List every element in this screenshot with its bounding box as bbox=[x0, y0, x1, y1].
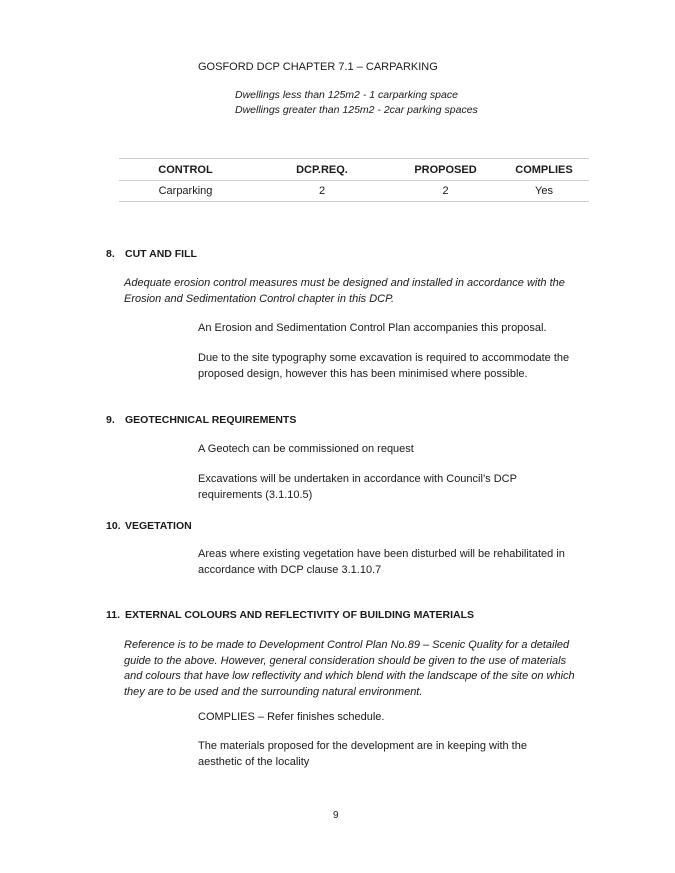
col-header-complies: COMPLIES bbox=[499, 159, 589, 181]
parking-note-small: Dwellings less than 125m2 - 1 carparking space bbox=[235, 89, 458, 101]
section-paragraph: COMPLIES – Refer finishes schedule. bbox=[198, 711, 385, 723]
section-heading-vegetation bbox=[106, 520, 192, 532]
section-heading-external-colours bbox=[106, 609, 474, 621]
col-header-proposed: PROPOSED bbox=[392, 159, 499, 181]
section-paragraph: Due to the site typography some excavation is required to accommodate the proposed design, however this has been minimised where possible. bbox=[198, 352, 570, 380]
page-title: GOSFORD DCP CHAPTER 7.1 – CARPARKING bbox=[198, 61, 438, 73]
cell-proposed: 2 bbox=[392, 181, 499, 202]
table-row bbox=[119, 181, 589, 202]
section-title: EXTERNAL COLOURS AND REFLECTIVITY OF BUILDING MATERIALS bbox=[125, 609, 475, 621]
section-requirement: Adequate erosion control measures must be designed and installed in accordance with the Erosion and Sedimentation Control chapter in this DCP. bbox=[124, 277, 565, 305]
section-number: 9. bbox=[106, 414, 115, 426]
control-table bbox=[119, 158, 589, 202]
section-paragraph: Areas where existing vegetation have been disturbed will be rehabilitated in accordance with DCP clause 3.1.10.7 bbox=[198, 548, 565, 576]
parking-note-large: Dwellings greater than 125m2 - 2car parking spaces bbox=[235, 104, 478, 116]
section-number: 11. bbox=[106, 609, 121, 621]
table-header-row bbox=[119, 159, 589, 181]
section-paragraph: An Erosion and Sedimentation Control Plan accompanies this proposal. bbox=[198, 322, 547, 334]
col-header-control: CONTROL bbox=[119, 159, 252, 181]
section-title: VEGETATION bbox=[125, 520, 192, 532]
section-title: GEOTECHNICAL REQUIREMENTS bbox=[125, 414, 297, 426]
section-paragraph: Excavations will be undertaken in accordance with Council’s DCP requirements (3.1.10.5) bbox=[198, 473, 517, 501]
cell-complies: Yes bbox=[499, 181, 589, 202]
section-paragraph: The materials proposed for the development are in keeping with the aesthetic of the locality bbox=[198, 740, 527, 768]
section-paragraph: A Geotech can be commissioned on request bbox=[198, 443, 414, 455]
section-title: CUT AND FILL bbox=[125, 248, 197, 260]
section-heading-geotechnical bbox=[106, 414, 296, 426]
col-header-dcp-req: DCP.REQ. bbox=[252, 159, 392, 181]
section-heading-cut-and-fill bbox=[106, 248, 197, 260]
cell-dcp-req: 2 bbox=[252, 181, 392, 202]
section-number: 10. bbox=[106, 520, 121, 532]
section-requirement: Reference is to be made to Development Control Plan No.89 – Scenic Quality for a detailed guide to the above. However, general consideration should be given to the use of materials and colours that have low reflectivity and which blend with the landscape of the site on which they are to be used and the surrounding natural environment. bbox=[124, 639, 575, 698]
cell-control: Carparking bbox=[119, 181, 252, 202]
section-number: 8. bbox=[106, 248, 115, 260]
page-number: 9 bbox=[333, 810, 339, 821]
